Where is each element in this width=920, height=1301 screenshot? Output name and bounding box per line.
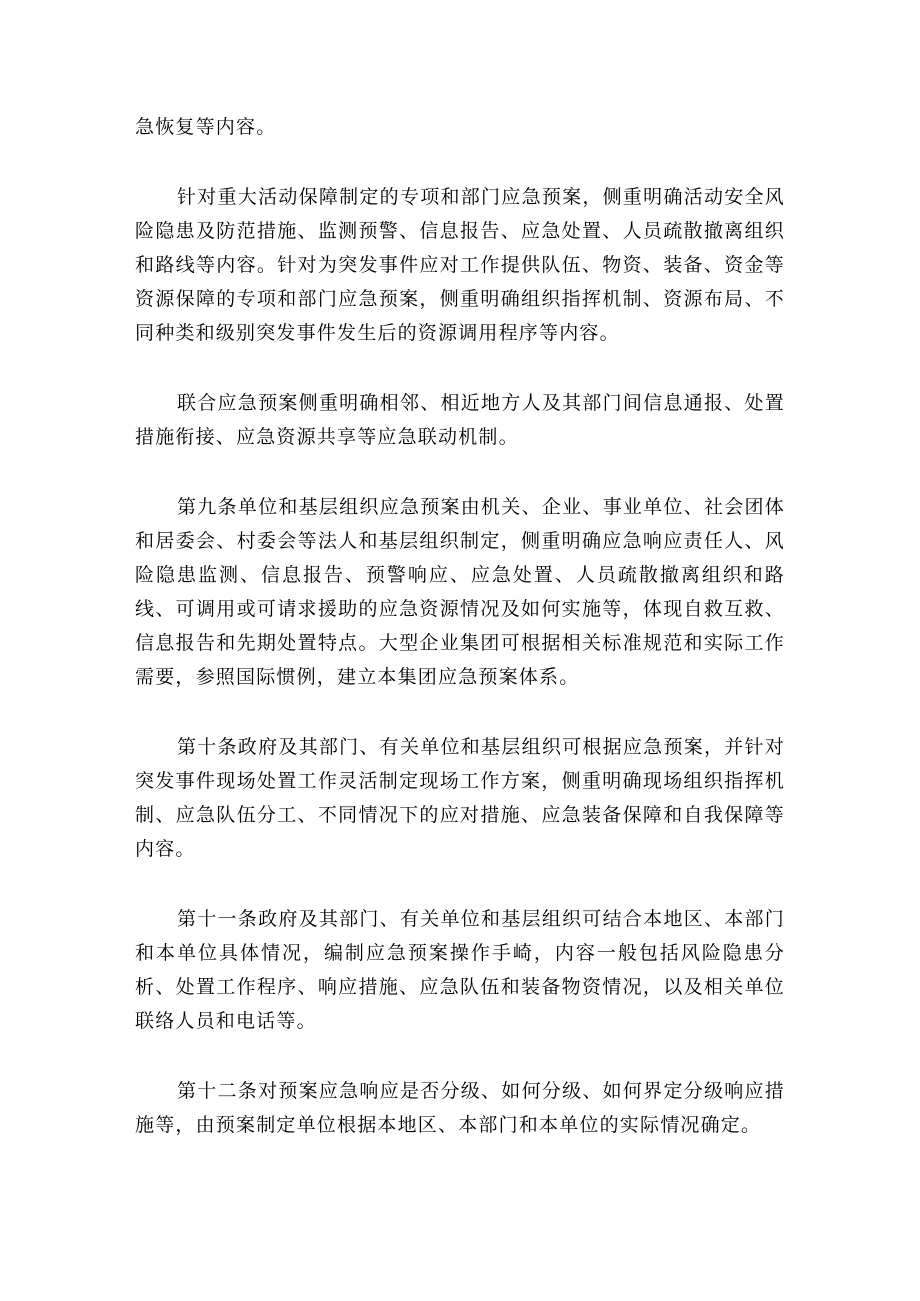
paragraph-article-10: 第十条政府及其部门、有关单位和基层组织可根据应急预案，并针对突发事件现场处置工作灵活制定现场工作方案，侧重明确现场组织指挥机制、应急队伍分工、不同情况下的应对措施、应急装备保障和自我保障等内容。	[135, 736, 785, 860]
paragraph-gap	[135, 866, 785, 902]
paragraph-article-12: 第十二条对预案应急响应是否分级、如何分级、如何界定分级响应措施等，由预案制定单位根据本地区、本部门和本单位的实际情况确定。	[135, 1080, 785, 1136]
document-body	[135, 110, 785, 1142]
paragraph-major-event-plans: 针对重大活动保障制定的专项和部门应急预案，侧重明确活动安全风险隐患及防范措施、监测预警、信息报告、应急处置、人员疏散撤离组织和路线等内容。针对为突发事件应对工作提供队伍、物资、装备、资金等资源保障的专项和部门应急预案，侧重明确组织指挥机制、资源布局、不同种类和级别突发事件发生后的资源调用程序等内容。	[135, 186, 785, 344]
paragraph-gap	[135, 694, 785, 730]
paragraph-gap	[135, 144, 785, 180]
paragraph-article-9: 第九条单位和基层组织应急预案由机关、企业、事业单位、社会团体和居委会、村委会等法人和基层组织制定，侧重明确应急响应责任人、风险隐患监测、信息报告、预警响应、应急处置、人员疏散撤离组织和路线、可调用或可请求援助的应急资源情况及如何实施等，体现自救互救、信息报告和先期处置特点。大型企业集团可根据相关标准规范和实际工作需要，参照国际惯例，建立本集团应急预案体系。	[135, 496, 785, 688]
paragraph-gap	[135, 454, 785, 490]
paragraph-article-11: 第十一条政府及其部门、有关单位和基层组织可结合本地区、本部门和本单位具体情况，编制应急预案操作手崎，内容一般包括风险隐患分析、处置工作程序、响应措施、应急队伍和装备物资情况，以及相关单位联络人员和电话等。	[135, 908, 785, 1032]
paragraph-gap	[135, 350, 785, 386]
paragraph-continuation: 急恢复等内容。	[135, 116, 277, 138]
paragraph-gap	[135, 1038, 785, 1074]
paragraph-joint-plans: 联合应急预案侧重明确相邻、相近地方人及其部门间信息通报、处置措施衔接、应急资源共享等应急联动机制。	[135, 392, 785, 448]
